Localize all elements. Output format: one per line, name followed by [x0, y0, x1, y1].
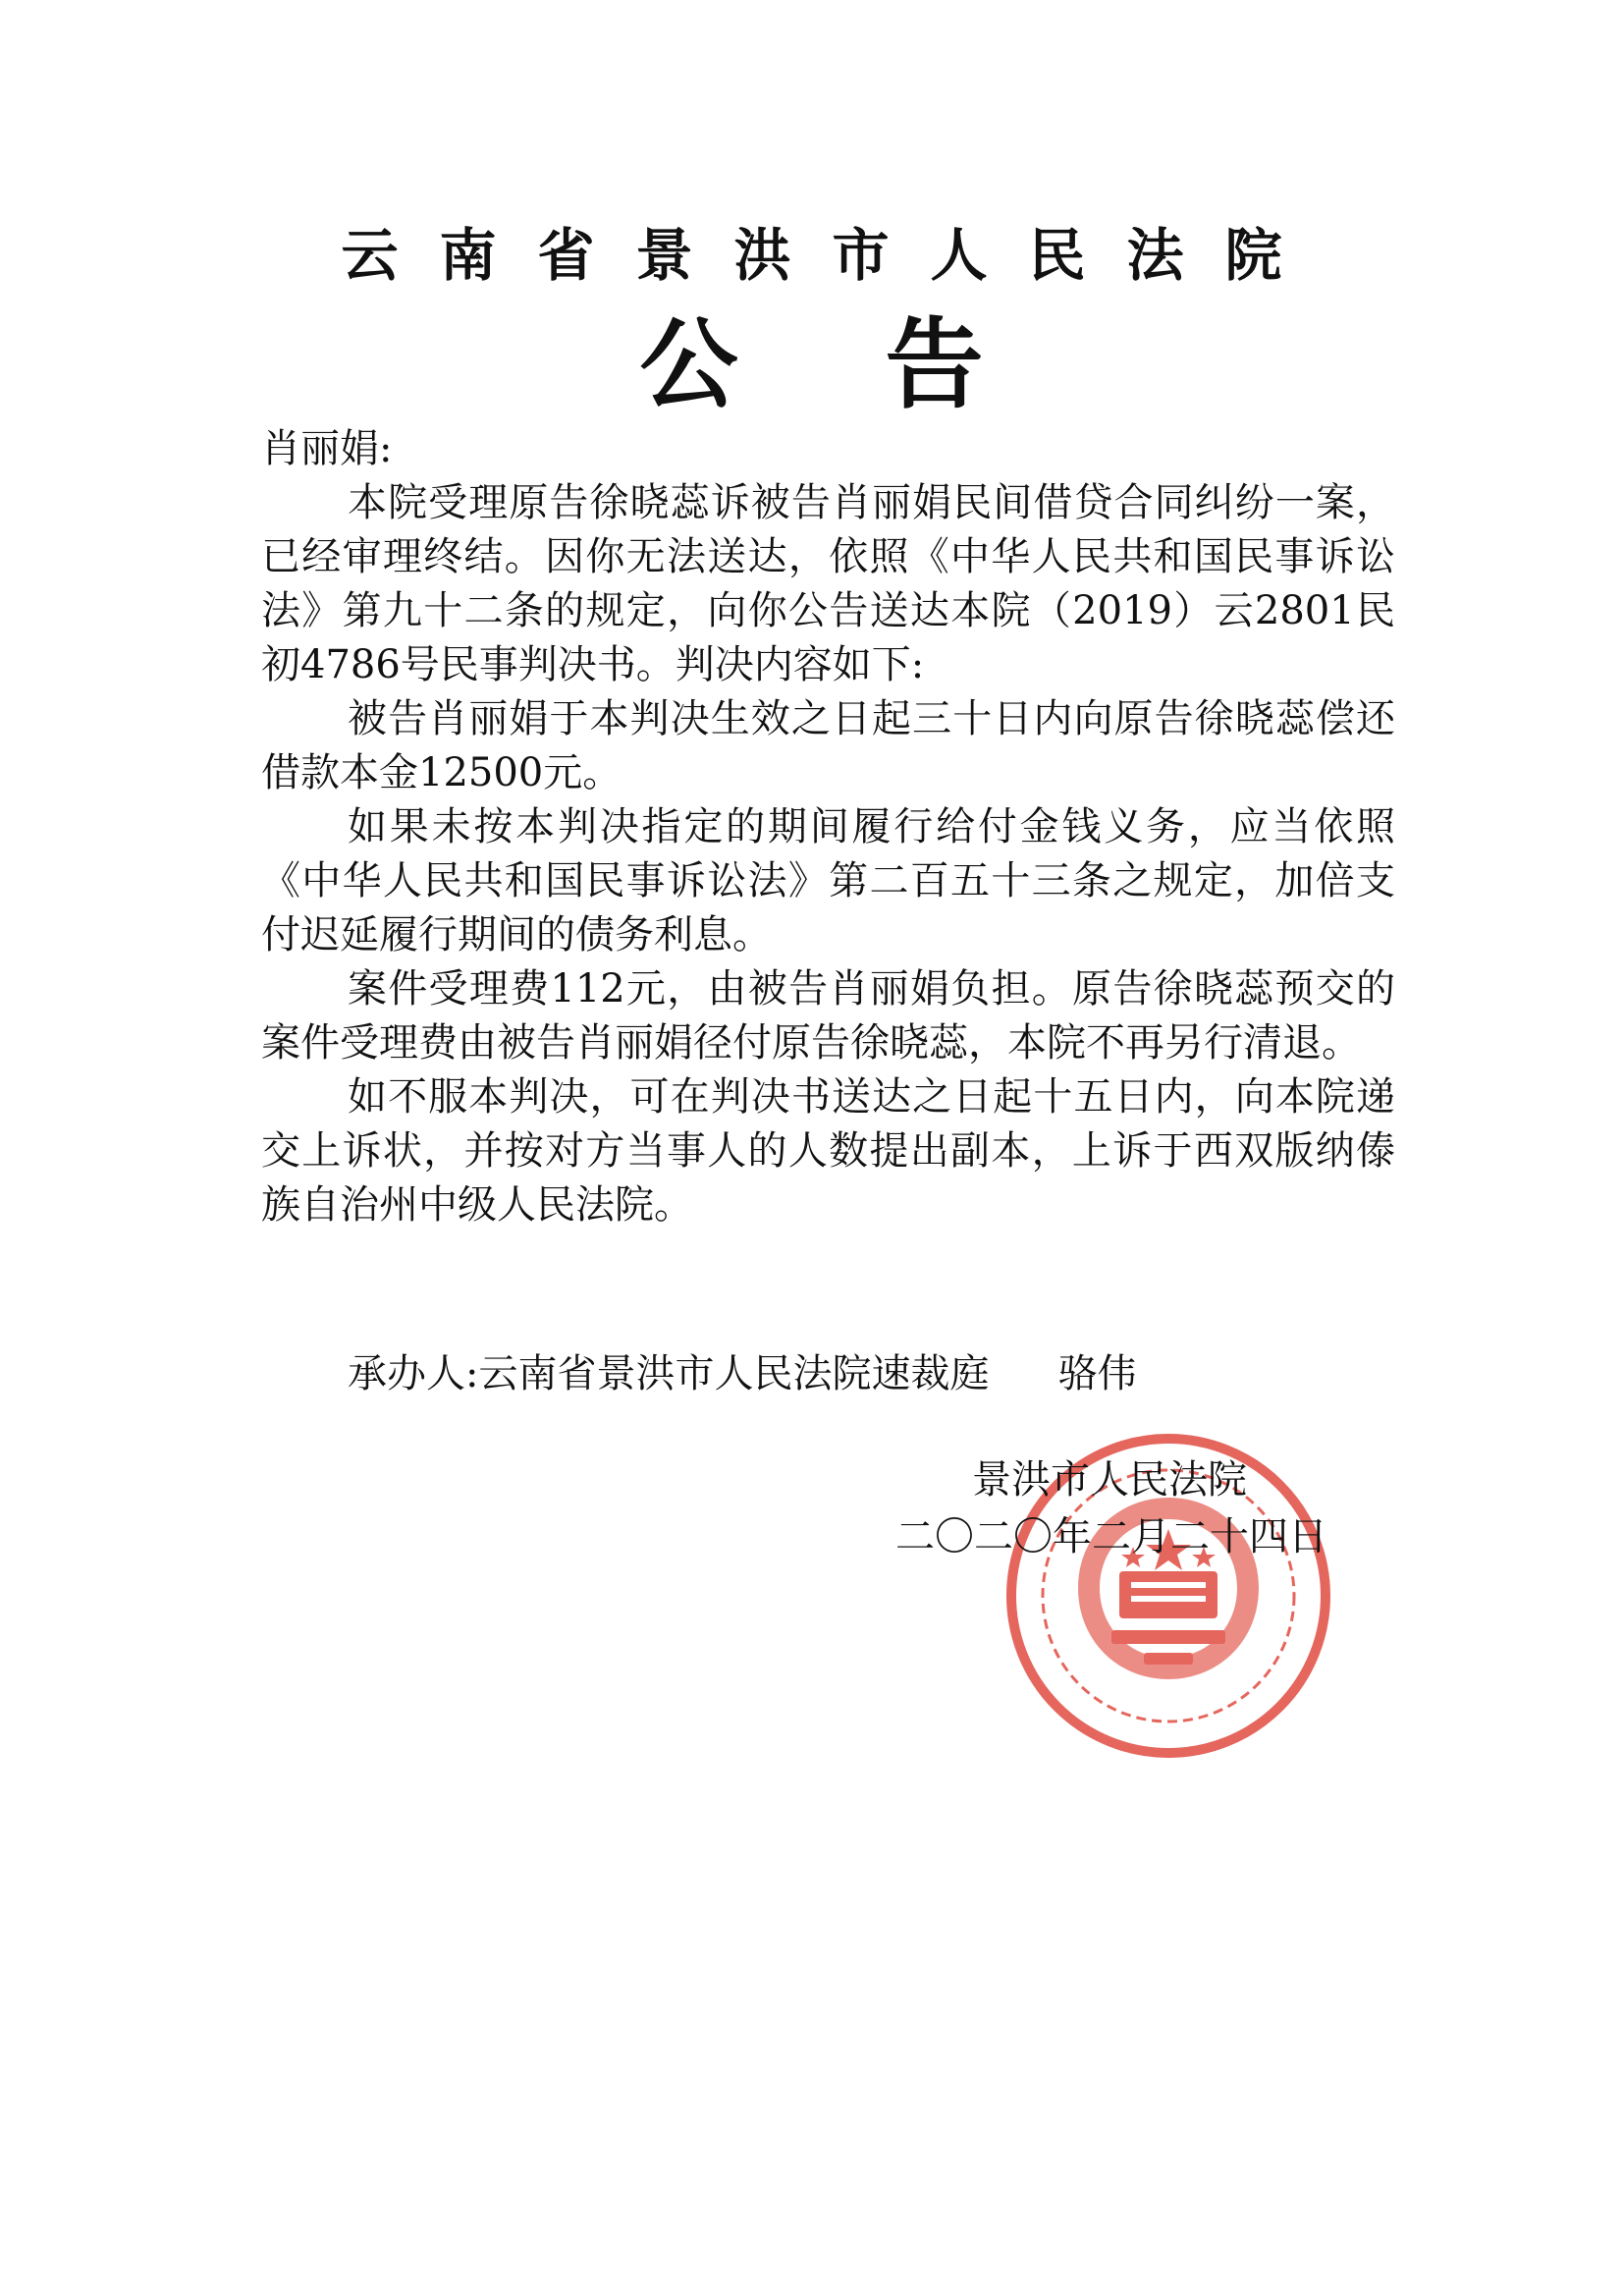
signing-court: 景洪市人民法院 [972, 1457, 1247, 1503]
paragraph-appeal: 如不服本判决，可在判决书送达之日起十五日内，向本院递交上诉状，并按对方当事人的人数提出副本，上诉于西双版纳傣族自治州中级人民法院。 [261, 1074, 1395, 1228]
paragraph-case-intro: 本院受理原告徐晓蕊诉被告肖丽娟民间借贷合同纠纷一案，已经审理终结。因你无法送达，依照《中华人民共和国民事诉讼法》第九十二条的规定，向你公告送达本院（2019）云2801民初4786号民事判决书。判决内容如下: [261, 480, 1395, 687]
handler-line [348, 1347, 1136, 1401]
document-title: 公告 [639, 307, 1131, 422]
paragraph-judgment: 被告肖丽娟于本判决生效之日起三十日内向原告徐晓蕊偿还借款本金12500元。 [261, 696, 1395, 795]
paragraph-case-fee: 案件受理费112元，由被告肖丽娟负担。原告徐晓蕊预交的案件受理费由被告肖丽娟径付原告徐晓蕊，本院不再另行清退。 [261, 966, 1395, 1066]
handler-name: 骆伟 [1057, 1351, 1137, 1396]
addressee: 肖丽娟: [261, 426, 393, 471]
paragraph-late-interest: 如果未按本判决指定的期间履行给付金钱义务，应当依照《中华人民共和国民事诉讼法》第二百五十三条之规定，加倍支付迟延履行期间的债务利息。 [261, 804, 1395, 957]
notice-body [261, 422, 1395, 1232]
handler-label: 承办人: [348, 1351, 479, 1396]
signing-date: 二〇二〇年二月二十四日 [895, 1514, 1327, 1559]
court-name-heading: 云南省景洪市人民法院 [341, 222, 1324, 289]
handler-department: 云南省景洪市人民法院速裁庭 [478, 1351, 990, 1396]
